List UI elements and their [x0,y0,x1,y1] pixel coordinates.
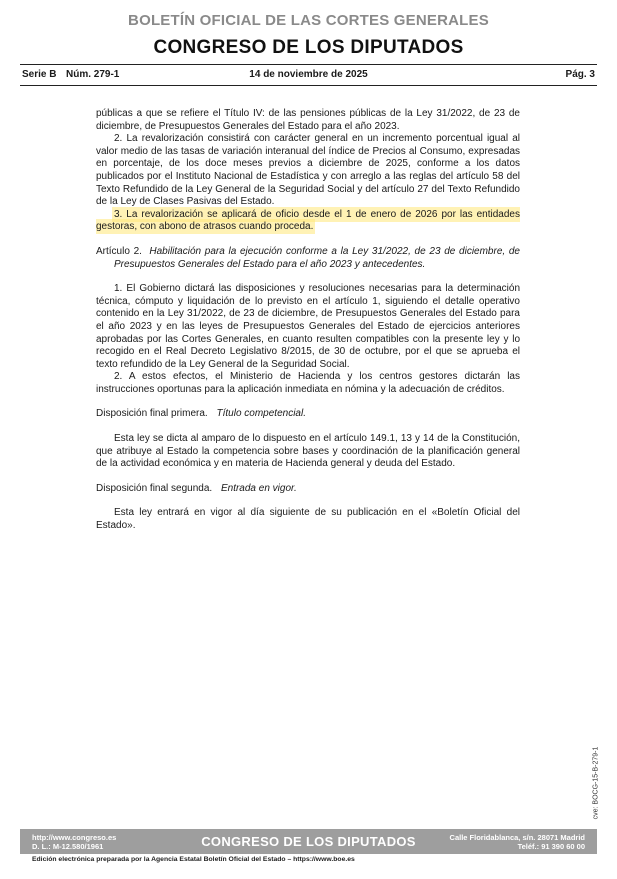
article-2-label: Artículo 2. [96,245,142,257]
cve-code-text: cve: BOCG-15-B-279-1 [592,746,600,820]
final-provision-1-label: Disposición final primera. [96,408,208,420]
footer-dl: D. L.: M-12.580/1961 [32,842,104,851]
final-provision-1-text: Esta ley se dicta al amparo de lo dispuesto en el artículo 149.1, 13 y 14 de la Constitución, que atribuye al Estado la competencia sobre bases y coordinación de la planificación general de la actividad económica y en materia de Hacienda general y deuda del Estado. [96,433,520,470]
paragraph-3-highlighted [96,209,520,234]
serie-label: Serie B [22,69,57,80]
cve-code [586,743,606,823]
final-provision-2-heading [96,483,520,496]
footer-edition-note: Edición electrónica preparada por la Agencia Estatal Boletín Oficial del Estado – https://www.boe.es [32,856,355,863]
footer-bar [20,829,597,854]
article-2-paragraph-1: 1. El Gobierno dictará las disposiciones y resoluciones necesarias para la determinación técnica, cómputo y liquidación de lo previsto en el artículo 1, siguiendo el detalle operativo contenido en la Ley 31/2022, de 23 de diciembre, de Presupuestos Generales del Estado para el año 2023 y en las leyes de Presupuestos Generales del Estado de ejercicios anteriores aprobadas por las Cortes Generales, en cuanto resulten compatibles con la presente ley y lo recogido en el Real Decreto Legislativo 8/2015, de 30 de octubre, por el que se aprueba el texto refundido de la Ley General de la Seguridad Social. [96,283,520,370]
paragraph-intro: públicas a que se refiere el Título IV: de las pensiones públicas de la Ley 31/2022, de 23 de diciembre, de Presupuestos Generales del Estado para el año 2023. [96,108,520,132]
article-2-heading [96,246,520,271]
footer-chamber: CONGRESO DE LOS DIPUTADOS [201,834,416,849]
article-2-paragraph-2: 2. A estos efectos, el Ministerio de Hacienda y los centros gestores dictarán las instrucciones oportunas para la aplicación inmediata en nómina y la adecuación de créditos. [96,371,520,395]
document-body [96,108,520,533]
final-provision-1-title: Título competencial. [216,408,306,420]
issue-date: 14 de noviembre de 2025 [249,69,368,80]
page-number: Pág. 3 [565,69,595,80]
issue-number: Núm. 279-1 [66,69,120,80]
paragraph-2: 2. La revalorización consistirá con carácter general en un incremento porcentual igual al valor medio de las tasas de variación interanual del índice de Precios al Consumo, expresadas en porcentaje, de los doce meses previos a diciembre de 2025, conforme a los datos publicados por el Instituto Nacional de Estadística y con arreglo a las reglas del artículo 58 del Texto Refundido de la Ley General de la Seguridad Social y del artículo 27 del Texto Refundido de la Ley de Clases Pasivas del Estado. [96,133,520,208]
footer-phone: Teléf.: 91 390 60 00 [517,842,585,851]
chamber-title: CONGRESO DE LOS DIPUTADOS [153,37,464,58]
footer-address: Calle Floridablanca, s/n. 28071 Madrid [449,833,585,842]
bulletin-title: BOLETÍN OFICIAL DE LAS CORTES GENERALES [128,12,489,29]
final-provision-2-label: Disposición final segunda. [96,482,213,494]
article-2-title: Habilitación para la ejecución conforme a la Ley 31/2022, de 23 de diciembre, de Presupuestos Generales del Estado para el año 2023 y antecedentes. [114,245,520,270]
final-provision-2-title: Entrada en vigor. [220,482,297,494]
meta-row [20,64,597,86]
final-provision-2-text: Esta ley entrará en vigor al día siguiente de su publicación en el «Boletín Oficial del Estado». [96,507,520,532]
highlight-mark: 3. La revalorización se aplicará de oficio desde el 1 de enero de 2026 por las entidades gestoras, con abono de atrasos cuando proceda. [96,208,520,233]
footer-url[interactable]: http://www.congreso.es [32,833,117,842]
final-provision-1-heading [96,408,520,421]
footer-right [450,833,585,851]
